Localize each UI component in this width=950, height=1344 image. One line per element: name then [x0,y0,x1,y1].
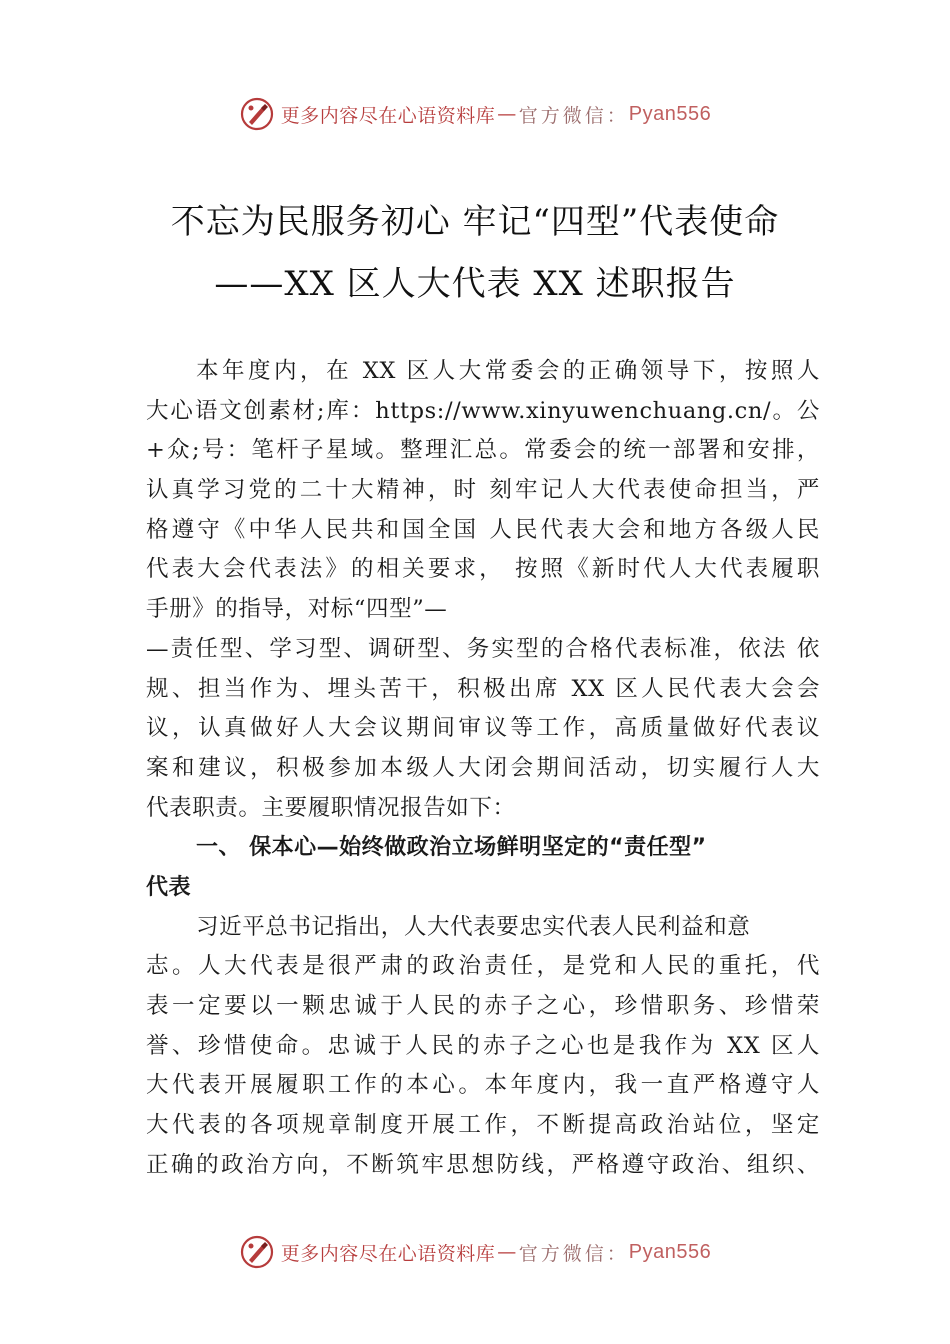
paragraph-line: 大代表开展履职工作的本心。本年度内，我一直严格遵守人 [146,1072,820,1099]
paragraph-line: 认真学习党的二十大精神，时 刻牢记人大代表使命担当，严 [146,477,820,504]
paragraph-line: 规、担当作为、埋头苦干，积极出席 XX 区人民代表大会会 [146,675,820,702]
document-title: 不忘为民服务初心 牢记“四型”代表使命 [170,202,780,242]
paragraph-line: 案和建议，积极参加本级人大闭会期间活动，切实履行人大 [146,754,820,781]
paragraph-line: —责任型、学习型、调研型、务实型的合格代表标准，依法 依 [146,635,820,662]
paragraph-line: 大心语文创素材;库：https://www.xinyuwenchuang.cn/。公 [146,397,820,424]
banner-separator: — [497,1241,517,1263]
banner-wechat-id: Pyan556 [628,1240,712,1263]
document-body [146,352,820,1185]
paragraph-line: 大代表的各项规章制度开展工作，不断提高政治站位，坚定 [146,1112,820,1139]
paragraph-line: 代表职责。主要履职情况报告如下： [146,794,516,821]
paragraph-line: +众;号：笔杆子星域。整理汇总。常委会的统一部署和安排， [146,437,820,464]
paragraph-line: 议，认真做好人大会议期间审议等工作，高质量做好代表议 [146,715,820,742]
paragraph-line: 誉、珍惜使命。忠诚于人民的赤子之心也是我作为 XX 区人 [146,1032,820,1059]
banner-separator: — [497,103,517,125]
banner-text: 更多内容尽在心语资料库 [280,1242,496,1265]
paragraph-line: 手册》的指导，对标“四型”— [146,596,448,623]
paragraph-line: 格遵守《中华人民共和国全国 人民代表大会和地方各级人民 [146,516,820,543]
banner-text: 更多内容尽在心语资料库 [280,104,496,127]
pen-seal-icon [239,1234,275,1270]
paragraph-line: 志。人大代表是很严肃的政治责任，是党和人民的重托，代 [146,953,820,980]
paragraph-line: 表一定要以一颗忠诚于人民的赤子之心，珍惜职务、珍惜荣 [146,993,820,1019]
section-heading: 一、 保本心—始终做政治立场鲜明坚定的“责任型” [196,835,707,861]
header-watermark-banner [0,92,950,136]
pen-seal-icon [239,96,275,132]
paragraph-line: 习近平总书记指出，人大代表要忠实代表人民利益和意 [196,913,751,940]
section-heading-continued: 代表 [146,874,192,900]
banner-wechat-label: 官方微信： [518,1242,629,1265]
paragraph-line: 本年度内，在 XX 区人大常委会的正确领导下，按照人 [196,358,820,384]
banner-wechat-id: Pyan556 [628,102,712,125]
paragraph-line: 正确的政治方向，不断筑牢思想防线，严格遵守政治、组织、 [146,1151,820,1178]
banner-wechat-label: 官方微信： [518,104,629,127]
paragraph-line: 代表大会代表法》的相关要求， 按照《新时代人大代表履职 [146,556,820,583]
footer-watermark-banner [0,1230,950,1274]
document-subtitle: ——XX 区人大代表 XX 述职报告 [214,264,736,304]
